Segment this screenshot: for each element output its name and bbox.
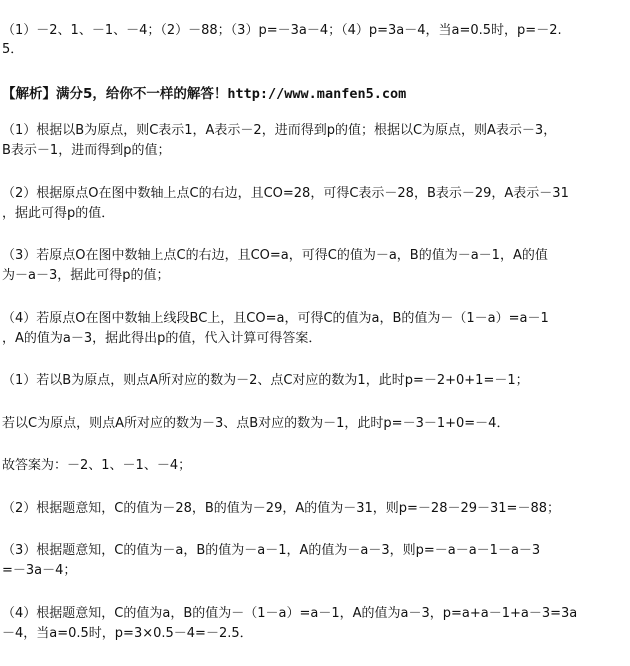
- solution-4: （2）根据题意知，C的值为－28，B的值为－29，A的值为－31，则p=－28－29－31=－88；: [2, 501, 560, 516]
- solution-6-line-1: （4）根据题意知，C的值为a，B的值为－（1－a）=a－1，A的值为a－3，p=a+a－1+a－3=3a: [2, 606, 578, 621]
- solution-6-line-2: －4，当a=0.5时，p=3×0.5－4=－2.5．: [2, 626, 253, 641]
- answer-line-1: （1）－2、1、－1、－4；（2）－88；（3）p=－3a－4；（4）p=3a－4，当a=0.5时，p=－2.: [2, 23, 562, 38]
- analysis-1-line-1: （1）根据以B为原点，则C表示1，A表示－2，进而得到p的值；根据以C为原点，则A表示－3，: [2, 123, 557, 138]
- solution-5-line-1: （3）根据题意知，C的值为－a，B的值为－a－1，A的值为－a－3，则p=－a－a－1－a－3: [2, 543, 541, 558]
- analysis-tag: 【解析】: [2, 86, 56, 102]
- solution-1: （1）若以B为原点，则点A所对应的数为－2、点C对应的数为1，此时p=－2+0+1=－1；: [2, 373, 529, 388]
- solution-3: 故答案为：－2、1、－1、－4；: [2, 458, 192, 473]
- analysis-1-line-2: B表示－1，进而得到p的值；: [2, 143, 171, 158]
- analysis-3-line-1: （3）若原点O在图中数轴上点C的右边，且CO=a，可得C的值为－a，B的值为－a－1，A的值: [2, 248, 548, 263]
- analysis-3-line-2: 为－a－3，据此可得p的值；: [2, 268, 170, 283]
- analysis-4-line-2: ，A的值为a－3，据此得出p的值，代入计算可得答案．: [2, 331, 322, 346]
- solution-2: 若以C为原点，则点A所对应的数为－3、点B对应的数为－1，此时p=－3－1+0=－4．: [2, 416, 510, 431]
- analysis-2-line-1: （2）根据原点O在图中数轴上点C的右边，且CO=28，可得C表示－28，B表示－29，A表示－31: [2, 186, 569, 201]
- analysis-header: [2, 86, 628, 102]
- answer-line-2: 5．: [2, 42, 24, 57]
- analysis-slogan: 满分5，给你不一样的解答！: [56, 86, 228, 102]
- source-url: http://www.manfen5.com: [227, 86, 407, 102]
- analysis-2-line-2: ，据此可得p的值．: [2, 206, 115, 221]
- solution-5-line-2: =－3a－4；: [2, 563, 77, 578]
- analysis-4-line-1: （4）若原点O在图中数轴上线段BC上，且CO=a，可得C的值为a，B的值为－（1－a）=a－1: [2, 311, 549, 326]
